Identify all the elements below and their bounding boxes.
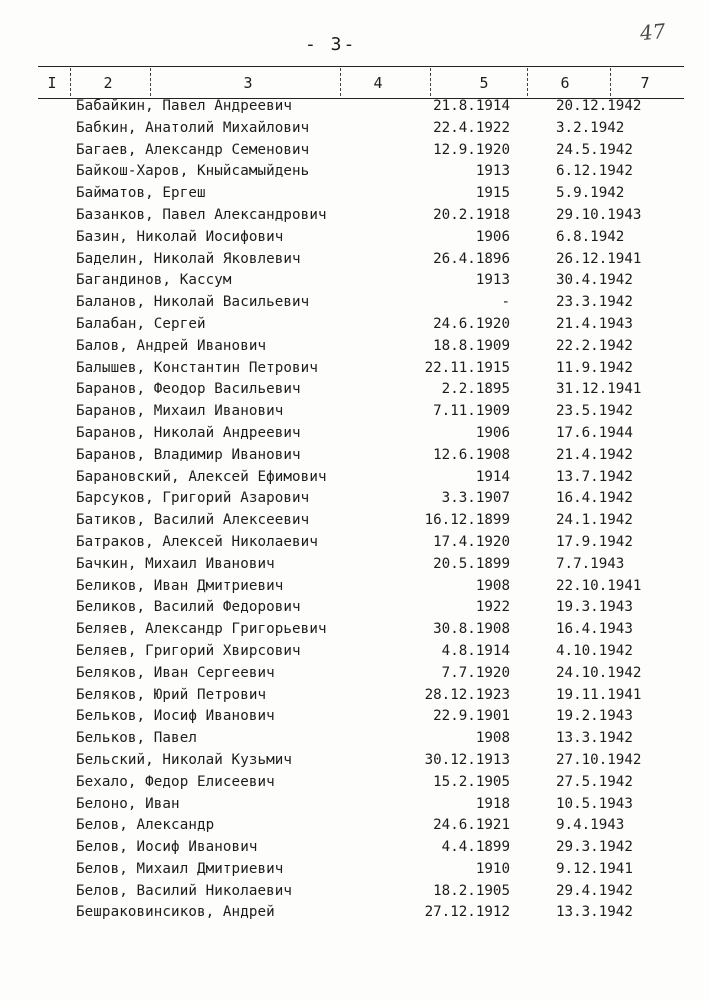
- record-death-date: 13.3.1942: [556, 904, 633, 921]
- record-death-date: 21.4.1942: [556, 446, 633, 463]
- record-death-date: 6.12.1942: [556, 163, 633, 180]
- record-death-date: 9.12.1941: [556, 860, 633, 877]
- record-death-date: 19.11.1941: [556, 686, 642, 703]
- record-death-date: 10.5.1943: [556, 795, 633, 812]
- record-death-date: 29.10.1943: [556, 206, 642, 223]
- record-death-date: 20.12.1942: [556, 98, 642, 114]
- record-row: [0, 270, 709, 292]
- record-birth-date: 4.4.1899: [441, 839, 510, 856]
- record-death-date: 24.1.1942: [556, 512, 633, 529]
- record-birth-date: 1910: [475, 860, 510, 877]
- record-name: Баланов, Николай Васильевич: [76, 294, 310, 311]
- record-death-date: 16.4.1942: [556, 490, 633, 507]
- record-name: Бехало, Федор Елисеевич: [76, 773, 275, 790]
- record-name: Белов, Александр: [76, 817, 215, 834]
- record-death-date: 7.7.1943: [556, 555, 625, 572]
- record-row: [0, 445, 709, 467]
- record-death-date: 9.4.1943: [556, 817, 625, 834]
- record-birth-date: 24.6.1921: [433, 817, 510, 834]
- record-row: [0, 597, 709, 619]
- column-header-2: 2: [103, 74, 113, 92]
- record-row: [0, 358, 709, 380]
- record-name: Беляев, Григорий Хвирсович: [76, 642, 301, 659]
- record-row: [0, 423, 709, 445]
- column-separator: [70, 68, 71, 96]
- column-header-3: 3: [243, 74, 253, 92]
- record-row: [0, 815, 709, 837]
- record-birth-date: -: [501, 294, 510, 311]
- record-death-date: 30.4.1942: [556, 272, 633, 289]
- column-separator: [340, 68, 341, 96]
- record-name: Белоно, Иван: [76, 795, 180, 812]
- record-death-date: 21.4.1943: [556, 315, 633, 332]
- record-row: [0, 314, 709, 336]
- record-row: [0, 750, 709, 772]
- column-separator: [610, 68, 611, 96]
- page-number: - 3-: [305, 34, 357, 55]
- record-birth-date: 15.2.1905: [433, 773, 510, 790]
- record-birth-date: 1915: [475, 185, 510, 202]
- record-birth-date: 17.4.1920: [433, 533, 510, 550]
- record-name: Байматов, Ергеш: [76, 185, 206, 202]
- record-row: [0, 728, 709, 750]
- record-death-date: 13.3.1942: [556, 730, 633, 747]
- column-header-7: 7: [640, 74, 650, 92]
- record-name: Батраков, Алексей Николаевич: [76, 533, 318, 550]
- record-row: [0, 837, 709, 859]
- record-death-date: 31.12.1941: [556, 381, 642, 398]
- record-row: [0, 685, 709, 707]
- record-death-date: 5.9.1942: [556, 185, 625, 202]
- record-birth-date: 1918: [475, 795, 510, 812]
- record-row: [0, 510, 709, 532]
- record-row: [0, 205, 709, 227]
- column-separator: [527, 68, 528, 96]
- record-name: Бабайкин, Павел Андреевич: [76, 98, 293, 114]
- record-name: Балышев, Константин Петрович: [76, 359, 318, 376]
- record-name: Бешраковинсиков, Андрей: [76, 904, 275, 921]
- record-row: [0, 467, 709, 489]
- column-header-4: 4: [373, 74, 383, 92]
- record-name: Багандинов, Кассум: [76, 272, 232, 289]
- record-row: [0, 576, 709, 598]
- record-death-date: 4.10.1942: [556, 642, 633, 659]
- record-name: Белов, Михаил Дмитриевич: [76, 860, 284, 877]
- column-header-1: I: [47, 74, 57, 92]
- record-birth-date: 7.11.1909: [433, 403, 510, 420]
- record-birth-date: 1922: [475, 599, 510, 616]
- record-birth-date: 3.3.1907: [441, 490, 510, 507]
- record-birth-date: 12.9.1920: [433, 141, 510, 158]
- record-birth-date: 21.8.1914: [433, 98, 510, 114]
- record-death-date: 19.3.1943: [556, 599, 633, 616]
- record-birth-date: 24.6.1920: [433, 315, 510, 332]
- record-row: [0, 336, 709, 358]
- record-name: Баранов, Михаил Иванович: [76, 403, 284, 420]
- record-death-date: 29.3.1942: [556, 839, 633, 856]
- record-row: [0, 488, 709, 510]
- record-list: [0, 96, 709, 924]
- record-name: Белов, Иосиф Иванович: [76, 839, 258, 856]
- record-birth-date: 22.4.1922: [433, 119, 510, 136]
- record-birth-date: 4.8.1914: [441, 642, 510, 659]
- column-header-5: 5: [479, 74, 489, 92]
- record-birth-date: 16.12.1899: [424, 512, 510, 529]
- record-birth-date: 1906: [475, 424, 510, 441]
- record-name: Багаев, Александр Семенович: [76, 141, 310, 158]
- record-death-date: 23.5.1942: [556, 403, 633, 420]
- record-row: [0, 772, 709, 794]
- column-separator: [150, 68, 151, 96]
- column-header-6: 6: [560, 74, 570, 92]
- record-death-date: 26.12.1941: [556, 250, 642, 267]
- archive-handwritten-mark: 47: [638, 18, 667, 46]
- record-row: [0, 554, 709, 576]
- record-birth-date: 20.5.1899: [433, 555, 510, 572]
- record-birth-date: 1913: [475, 272, 510, 289]
- record-birth-date: 28.12.1923: [424, 686, 510, 703]
- record-row: [0, 619, 709, 641]
- record-birth-date: 22.9.1901: [433, 708, 510, 725]
- record-birth-date: 1914: [475, 468, 510, 485]
- record-death-date: 19.2.1943: [556, 708, 633, 725]
- record-birth-date: 12.6.1908: [433, 446, 510, 463]
- record-death-date: 24.5.1942: [556, 141, 633, 158]
- record-name: Барсуков, Григорий Азарович: [76, 490, 310, 507]
- record-birth-date: 30.12.1913: [424, 751, 510, 768]
- record-row: [0, 902, 709, 924]
- record-birth-date: 1908: [475, 577, 510, 594]
- record-death-date: 22.10.1941: [556, 577, 642, 594]
- record-birth-date: 1913: [475, 163, 510, 180]
- record-birth-date: 26.4.1896: [433, 250, 510, 267]
- record-name: Беляков, Юрий Петрович: [76, 686, 267, 703]
- record-birth-date: 18.2.1905: [433, 882, 510, 899]
- record-name: Балабан, Сергей: [76, 315, 206, 332]
- record-name: Беляев, Александр Григорьевич: [76, 621, 327, 638]
- record-row: [0, 532, 709, 554]
- record-death-date: 22.2.1942: [556, 337, 633, 354]
- record-name: Баранов, Феодор Васильевич: [76, 381, 301, 398]
- record-name: Белов, Василий Николаевич: [76, 882, 293, 899]
- record-row: [0, 292, 709, 314]
- record-death-date: 29.4.1942: [556, 882, 633, 899]
- record-death-date: 3.2.1942: [556, 119, 625, 136]
- column-separator: [430, 68, 431, 96]
- record-birth-date: 7.7.1920: [441, 664, 510, 681]
- record-birth-date: 1908: [475, 730, 510, 747]
- record-death-date: 24.10.1942: [556, 664, 642, 681]
- record-name: Баранов, Владимир Иванович: [76, 446, 301, 463]
- record-name: Бельков, Павел: [76, 730, 197, 747]
- record-name: Барановский, Алексей Ефимович: [76, 468, 327, 485]
- record-row: [0, 859, 709, 881]
- record-row: [0, 161, 709, 183]
- record-death-date: 27.5.1942: [556, 773, 633, 790]
- record-death-date: 27.10.1942: [556, 751, 642, 768]
- record-death-date: 23.3.1942: [556, 294, 633, 311]
- record-name: Баранов, Николай Андреевич: [76, 424, 301, 441]
- record-birth-date: 22.11.1915: [424, 359, 510, 376]
- record-death-date: 16.4.1943: [556, 621, 633, 638]
- record-birth-date: 27.12.1912: [424, 904, 510, 921]
- record-name: Базанков, Павел Александрович: [76, 206, 327, 223]
- record-row: [0, 401, 709, 423]
- record-death-date: 6.8.1942: [556, 228, 625, 245]
- record-row: [0, 249, 709, 271]
- record-row: [0, 663, 709, 685]
- record-birth-date: 30.8.1908: [433, 621, 510, 638]
- record-row: [0, 118, 709, 140]
- record-row: [0, 183, 709, 205]
- record-name: Бельков, Иосиф Иванович: [76, 708, 275, 725]
- record-row: [0, 227, 709, 249]
- record-name: Батиков, Василий Алексеевич: [76, 512, 310, 529]
- record-row: [0, 379, 709, 401]
- record-birth-date: 2.2.1895: [441, 381, 510, 398]
- record-row: [0, 96, 709, 118]
- record-birth-date: 20.2.1918: [433, 206, 510, 223]
- record-row: [0, 641, 709, 663]
- record-death-date: 17.9.1942: [556, 533, 633, 550]
- record-row: [0, 881, 709, 903]
- record-death-date: 17.6.1944: [556, 424, 633, 441]
- record-row: [0, 706, 709, 728]
- record-birth-date: 1906: [475, 228, 510, 245]
- record-death-date: 11.9.1942: [556, 359, 633, 376]
- record-name: Балов, Андрей Иванович: [76, 337, 267, 354]
- record-birth-date: 18.8.1909: [433, 337, 510, 354]
- record-name: Базин, Николай Иосифович: [76, 228, 284, 245]
- record-name: Бельский, Николай Кузьмич: [76, 751, 293, 768]
- record-name: Беликов, Василий Федорович: [76, 599, 301, 616]
- record-name: Бачкин, Михаил Иванович: [76, 555, 275, 572]
- record-row: [0, 140, 709, 162]
- record-death-date: 13.7.1942: [556, 468, 633, 485]
- record-name: Беликов, Иван Дмитриевич: [76, 577, 284, 594]
- record-name: Байкош-Харов, Кныйсамыйдень: [76, 163, 310, 180]
- record-row: [0, 794, 709, 816]
- record-name: Беляков, Иван Сергеевич: [76, 664, 275, 681]
- record-name: Бабкин, Анатолий Михайлович: [76, 119, 310, 136]
- header-top-rule: [38, 66, 684, 67]
- record-name: Баделин, Николай Яковлевич: [76, 250, 301, 267]
